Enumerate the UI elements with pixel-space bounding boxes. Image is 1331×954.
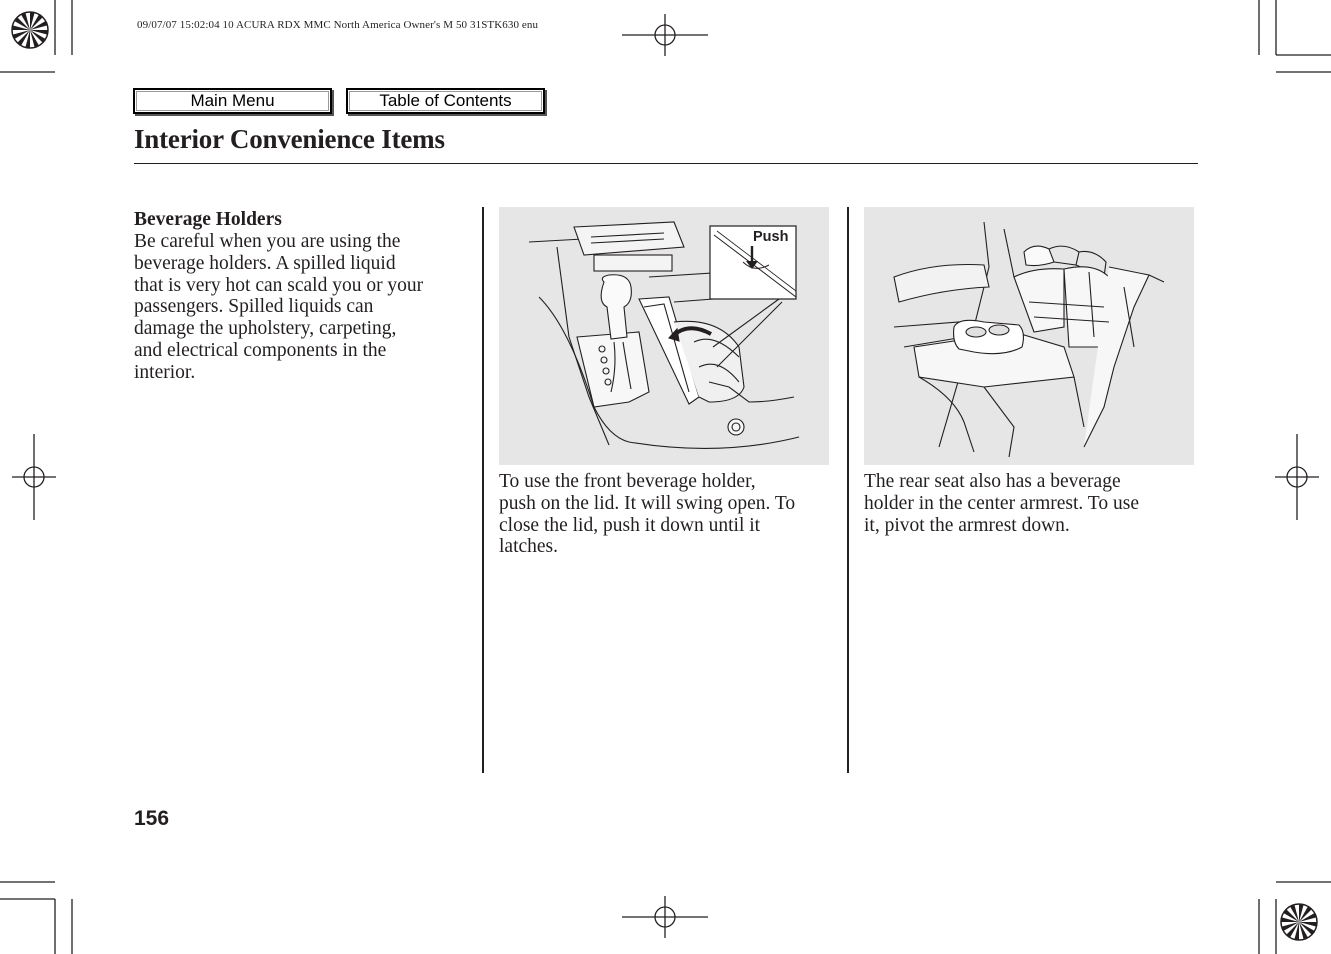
title-divider: [134, 163, 1198, 164]
warning-text: Be careful when you are using the beverage holders. A spilled liquid that is very hot can scald you or your passengers. Spilled liquids can damage the upholstery, carpeting, and electrical components in the interior.: [134, 231, 424, 383]
column-beverage-holders: [134, 209, 474, 384]
rear-beverage-holder-illustration: [864, 207, 1194, 465]
main-menu-button[interactable]: Main Menu: [133, 88, 332, 114]
table-of-contents-button[interactable]: Table of Contents: [346, 88, 545, 114]
rear-seat-drawing: [864, 207, 1194, 465]
front-holder-instructions: To use the front beverage holder, push on the lid. It will swing open. To close the lid, push it down until it latches.: [499, 471, 796, 558]
print-info: 09/07/07 15:02:04 10 ACURA RDX MMC North America Owner's M 50 31STK630 enu: [137, 19, 539, 31]
page-number: 156: [134, 807, 170, 830]
push-label: Push: [753, 229, 789, 245]
column-divider: [847, 207, 849, 773]
front-beverage-holder-illustration: [499, 207, 829, 465]
section-heading: Beverage Holders: [134, 209, 282, 230]
front-console-drawing: [499, 207, 829, 465]
rear-holder-instructions: The rear seat also has a beverage holder in the center armrest. To use it, pivot the armrest down.: [864, 471, 1139, 536]
page-title: Interior Convenience Items: [134, 124, 445, 154]
column-divider: [482, 207, 484, 773]
